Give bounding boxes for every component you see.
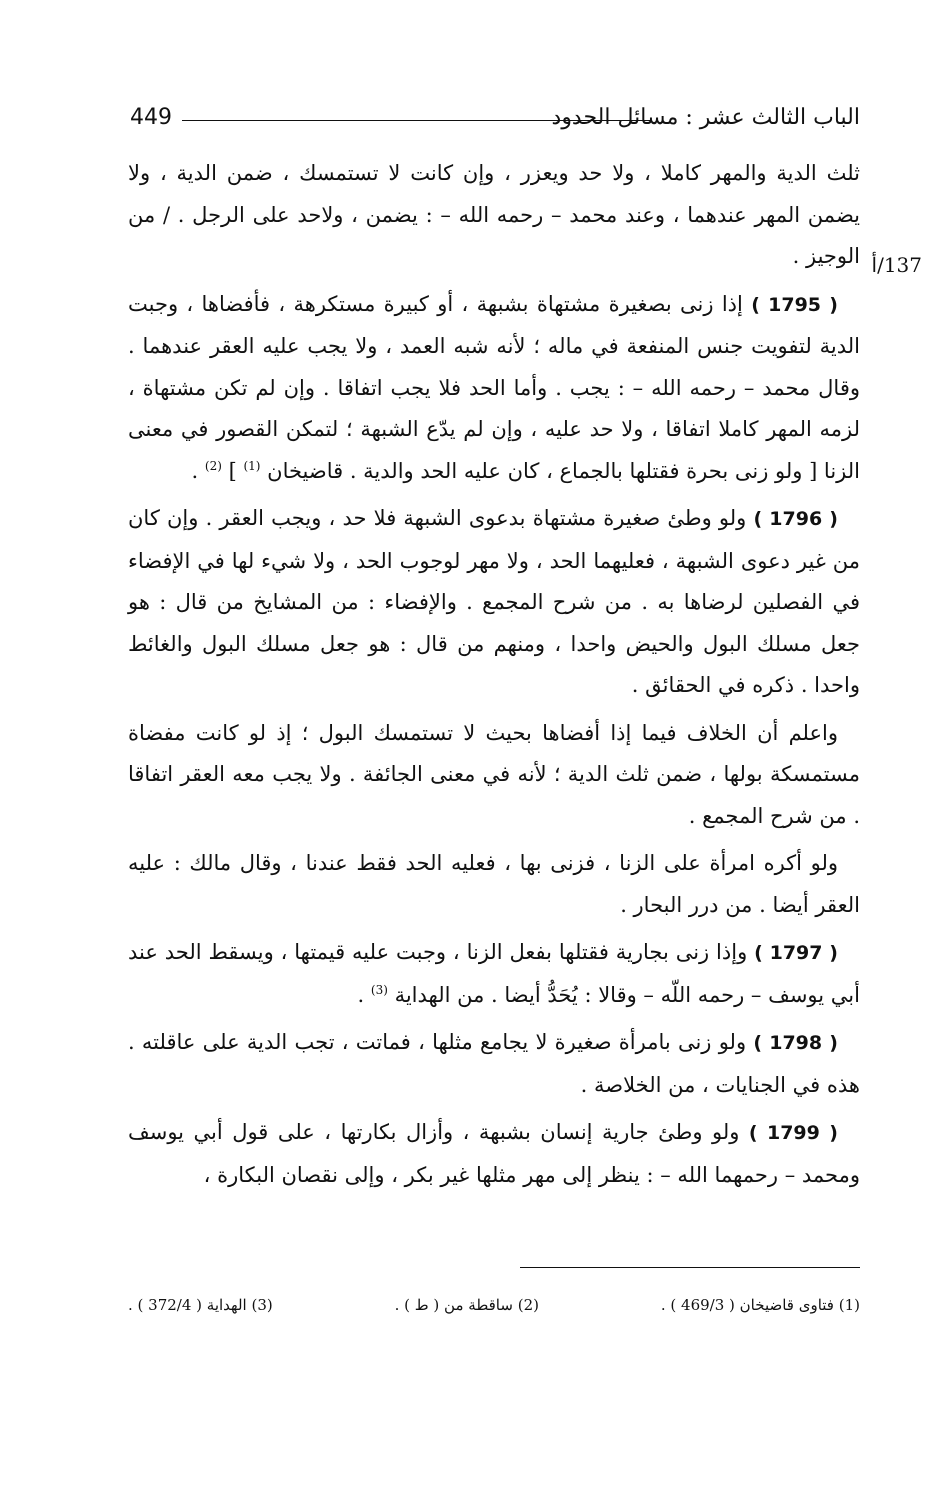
paragraph-text: . — [357, 982, 371, 1007]
paragraph-text: . — [191, 458, 205, 483]
issue-number: ( 1795 ) — [751, 293, 838, 316]
page-number: 449 — [130, 105, 172, 130]
footnote-1: (1) فتاوى قاضيخان ( 469/3 ) . — [660, 1296, 860, 1314]
paragraph-text: ولو زنى بامرأة صغيرة لا يجامع مثلها ، فماتت ، تجب الدية على عاقلته . هذه في الجنايات ، من الخلاصة . — [128, 1030, 860, 1097]
footnote-ref: (3) — [370, 982, 388, 997]
paragraph — [128, 284, 860, 493]
paragraph-text: ولو وطئ جارية إنسان بشبهة ، وأزال بكارتها ، على قول أبي يوسف ومحمد – رحمهما الله – : ينظر إلى مهر مثلها غير بكر ، وإلى نقصان البكارة ، — [128, 1120, 860, 1187]
footnote-ref: (1) — [243, 458, 261, 473]
paragraph-text: ثلث الدية والمهر كاملا ، ولا حد ويعزر ، وإن كانت لا تستمسك ، ضمن الدية ، ولا يضمن المهر عندهما ، وعند محمد – رحمه الله – : يضمن ، ولاحد على الرجل . / من الوجيز . — [128, 161, 860, 268]
footnote-rule — [520, 1267, 860, 1268]
header-rule — [182, 120, 650, 121]
paragraph-text: وإذا زنى بجارية فقتلها بفعل الزنا ، وجبت عليه قيمتها ، ويسقط الحد عند أبي يوسف – رحمه اللّه – وقالا : يُحَدُّ أيضا . من الهداية — [128, 940, 860, 1007]
footnotes — [128, 1296, 860, 1314]
manuscript-folio-note: 137/أ — [871, 253, 922, 277]
paragraph — [128, 843, 860, 926]
issue-number: ( 1797 ) — [754, 942, 838, 964]
issue-number: ( 1799 ) — [748, 1122, 838, 1144]
paragraph-text: ولو وطئ صغيرة مشتهاة بدعوى الشبهة فلا حد ، ويجب العقر . وإن كان من غير دعوى الشبهة ، فعليهما الحد ، ولا مهر لوجوب الحد ، ولا شيء لها في الإفضاء في الفصلين لرضاها به . من شرح المجمع . والإفضاء : من المشايخ من قال : هو جعل مسلك البول والحيض واحدا ، ومنهم من قال : هو جعل مسلك البول والغائط واحدا . ذكره في الحقائق . — [128, 506, 860, 697]
paragraph — [128, 713, 860, 838]
paragraph-text: ولو أكره امرأة على الزنا ، فزنى بها ، فعليه الحد فقط عندنا ، وقال مالك : عليه العقر أيضا . من درر البحار . — [128, 851, 860, 917]
paragraph-text: ] — [221, 458, 244, 483]
issue-number: ( 1796 ) — [753, 508, 838, 530]
chapter-title: الباب الثالث عشر : مسائل الحدود — [551, 105, 860, 130]
paragraph-text: إذا زنى بصغيرة مشتهاة بشبهة ، أو كبيرة مستكرهة ، فأفضاها ، وجبت الدية لتفويت جنس المنفعة في ماله ؛ لأنه شبه العمد ، ولا يجب عليه العقر عندهما . وقال محمد – رحمه الله – : يجب . وأما الحد فلا يجب اتفاقا . وإن لم تكن مشتهاة ، لزمه المهر كاملا اتفاقا ، ولا حد عليه ، وإن لم يدّع الشبهة ؛ لتمكن القصور في معنى الزنا [ ولو زنى بحرة فقتلها بالجماع ، كان عليه الحد والدية . قاضيخان — [128, 291, 860, 483]
footnote-ref: (2) — [204, 458, 222, 473]
body-text — [128, 153, 860, 1196]
paragraph — [128, 498, 860, 707]
paragraph — [128, 153, 860, 278]
running-header — [130, 105, 860, 135]
issue-number: ( 1798 ) — [753, 1032, 838, 1054]
paragraph — [128, 932, 860, 1016]
paragraph-text: واعلم أن الخلاف فيما إذا أفضاها بحيث لا تستمسك البول ؛ إذ لو كانت مفضاة مستمسكة بولها ، ضمن ثلث الدية ؛ لأنه في معنى الجائفة . ولا يجب معه العقر اتفاقا . من شرح المجمع . — [128, 720, 860, 828]
paragraph — [128, 1022, 860, 1106]
footnote-3: (3) الهداية ( 372/4 ) . — [128, 1296, 273, 1314]
paragraph — [128, 1112, 860, 1196]
footnote-2: (2) ساقطة من ( ط ) . — [394, 1296, 539, 1314]
